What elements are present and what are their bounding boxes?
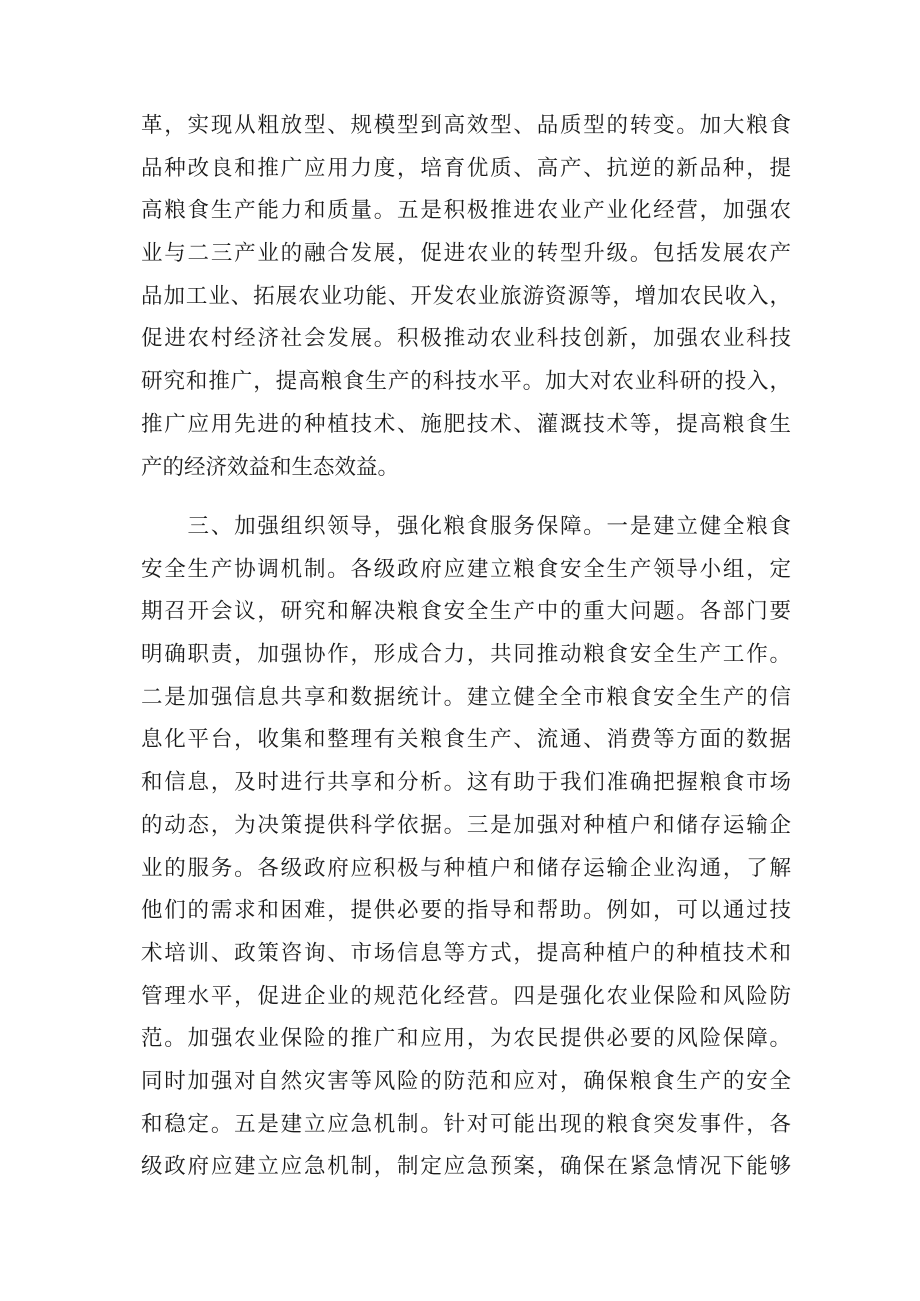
paragraph-2-line: 管理水平，促进企业的规范化经营。四是强化农业保险和风险防 <box>141 983 791 1009</box>
paragraph-2-line: 术培训、政策咨询、市场信息等方式，提高种植户的种植技术和 <box>141 940 791 966</box>
paragraph-1-line: 推广应用先进的种植技术、施肥技术、灌溉技术等，提高粮食生 <box>141 411 791 437</box>
paragraph-2-line: 业的服务。各级政府应积极与种植户和储存运输企业沟通，了解 <box>141 855 791 881</box>
paragraph-1 <box>141 105 791 489</box>
paragraph-2-line: 级政府应建立应急机制，制定应急预案，确保在紧急情况下能够 <box>141 1154 791 1180</box>
paragraph-2-line: 三、加强组织领导，强化粮食服务保障。一是建立健全粮食 <box>141 514 791 539</box>
paragraph-2-line: 息化平台，收集和整理有关粮食生产、流通、消费等方面的数据 <box>141 727 791 753</box>
paragraph-1-line: 革，实现从粗放型、规模型到高效型、品质型的转变。加大粮食 <box>141 113 791 138</box>
paragraph-1-line: 品加工业、拓展农业功能、开发农业旅游资源等，增加农民收入， <box>141 283 791 309</box>
paragraph-1-line: 业与二三产业的融合发展，促进农业的转型升级。包括发展农产 <box>141 241 791 267</box>
paragraph-2-line: 期召开会议，研究和解决粮食安全生产中的重大问题。各部门要 <box>141 599 791 625</box>
paragraph-1-line: 促进农村经济社会发展。积极推动农业科技创新，加强农业科技 <box>141 326 791 352</box>
paragraph-2 <box>141 506 791 1189</box>
paragraph-2-line: 明确职责，加强协作，形成合力，共同推动粮食安全生产工作。 <box>141 642 791 668</box>
paragraph-1-line: 品种改良和推广应用力度，培育优质、高产、抗逆的新品种，提 <box>141 155 791 181</box>
paragraph-2-line: 范。加强农业保险的推广和应用，为农民提供必要的风险保障。 <box>141 1026 791 1052</box>
paragraph-2-line: 的动态，为决策提供科学依据。三是加强对种植户和储存运输企 <box>141 812 791 838</box>
paragraph-1-line: 研究和推广，提高粮食生产的科技水平。加大对农业科研的投入， <box>141 369 791 395</box>
paragraph-2-line: 二是加强信息共享和数据统计。建立健全全市粮食安全生产的信 <box>141 684 791 710</box>
paragraph-2-line: 安全生产协调机制。各级政府应建立粮食安全生产领导小组，定 <box>141 556 791 582</box>
paragraph-1-line: 高粮食生产能力和质量。五是积极推进农业产业化经营，加强农 <box>141 198 791 224</box>
paragraph-1-line: 产的经济效益和生态效益。 <box>141 454 400 480</box>
paragraph-2-line: 和稳定。五是建立应急机制。针对可能出现的粮食突发事件，各 <box>141 1111 791 1137</box>
paragraph-2-line: 和信息，及时进行共享和分析。这有助于我们准确把握粮食市场 <box>141 770 791 796</box>
paragraph-2-line: 同时加强对自然灾害等风险的防范和应对，确保粮食生产的安全 <box>141 1068 791 1094</box>
paragraph-2-line: 他们的需求和困难，提供必要的指导和帮助。例如，可以通过技 <box>141 898 791 924</box>
